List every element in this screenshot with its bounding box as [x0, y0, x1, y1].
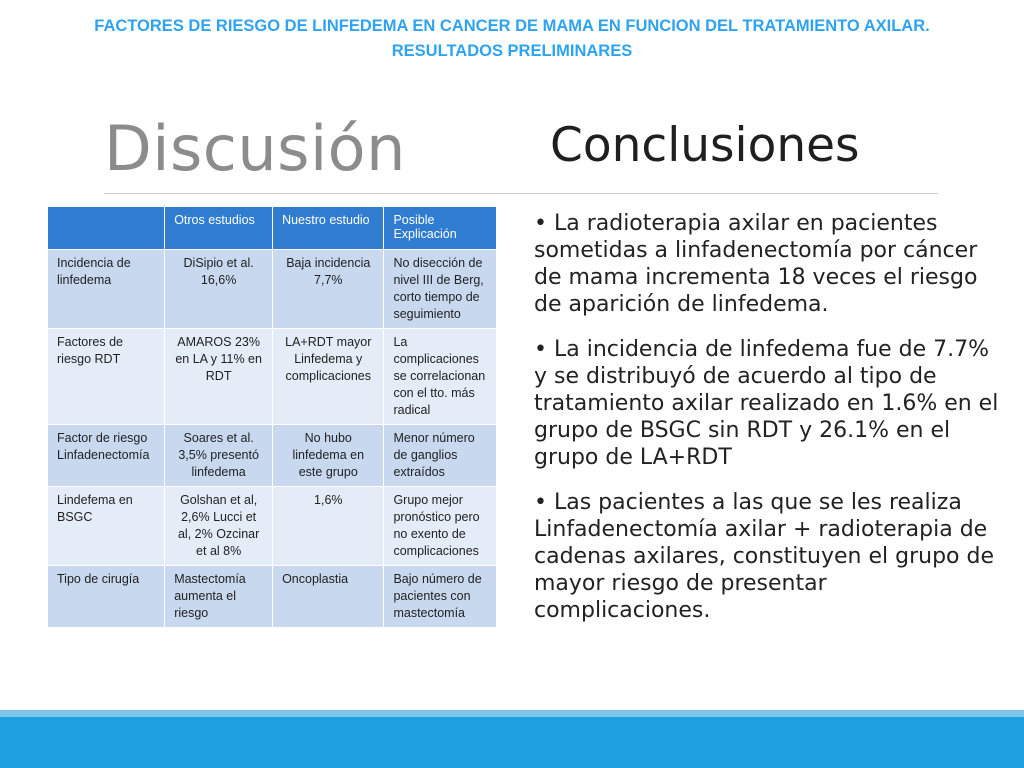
table-row	[48, 250, 496, 328]
table-cell: No hubo linfedema en este grupo	[273, 425, 383, 486]
slide-header	[0, 14, 1024, 64]
table-cell: Golshan et al, 2,6% Lucci et al, 2% Ozcinar et al 8%	[165, 487, 272, 565]
footer-band-light	[0, 710, 1024, 717]
table-cell: Bajo número de pacientes con mastectomía	[384, 566, 496, 627]
table-row	[48, 425, 496, 486]
table-cell: Grupo mejor pronóstico pero no exento de complicaciones	[384, 487, 496, 565]
table-cell: Baja incidencia 7,7%	[273, 250, 383, 328]
table-row	[48, 487, 496, 565]
table-row	[48, 566, 496, 627]
header-line-2: RESULTADOS PRELIMINARES	[391, 42, 633, 60]
title-divider	[104, 193, 938, 194]
conclusion-item: • La incidencia de linfedema fue de 7.7% y se distribuyó de acuerdo al tipo de tratamiento axilar realizado en 1.6% en el grupo de BSGC sin RDT y 26.1% en el grupo de LA+RDT	[534, 337, 999, 470]
table-header-row	[48, 207, 496, 249]
table-cell: Mastectomía aumenta el riesgo	[165, 566, 272, 627]
table-cell: LA+RDT mayor Linfedema y complicaciones	[273, 329, 383, 424]
discussion-title: Discusión	[104, 112, 406, 185]
table-row	[48, 329, 496, 424]
table-header-cell: Nuestro estudio	[273, 207, 383, 249]
table-cell: AMAROS 23% en LA y 11% en RDT	[165, 329, 272, 424]
table-cell: Oncoplastia	[273, 566, 383, 627]
table-cell: DiSipio et al. 16,6%	[165, 250, 272, 328]
table-cell: No disección de nivel III de Berg, corto tiempo de seguimiento	[384, 250, 496, 328]
table-header-cell	[48, 207, 164, 249]
table-cell: Tipo de cirugía	[48, 566, 164, 627]
conclusion-item: • La radioterapia axilar en pacientes sometidas a linfadenectomía por cáncer de mama incrementa 18 veces el riesgo de aparición de linfedema.	[534, 211, 978, 317]
table-cell: La complicaciones se correlacionan con el tto. más radical	[384, 329, 496, 424]
table-cell: Factor de riesgo Linfadenectomía	[48, 425, 164, 486]
discussion-table	[47, 206, 497, 628]
conclusions-list	[534, 210, 1009, 642]
table-cell: Incidencia de linfedema	[48, 250, 164, 328]
table-cell: Lindefema en BSGC	[48, 487, 164, 565]
table-cell: Menor número de ganglios extraídos	[384, 425, 496, 486]
header-line-1: FACTORES DE RIESGO DE LINFEDEMA EN CANCER DE MAMA EN FUNCION DEL TRATAMIENTO AXILAR.	[94, 17, 930, 35]
table-header-cell: Otros estudios	[165, 207, 272, 249]
footer-band	[0, 717, 1024, 768]
table-header-cell: Posible Explicación	[384, 207, 496, 249]
conclusions-title: Conclusiones	[550, 118, 860, 173]
table-cell: 1,6%	[273, 487, 383, 565]
table-cell: Soares et al. 3,5% presentó linfedema	[165, 425, 272, 486]
table-cell: Factores de riesgo RDT	[48, 329, 164, 424]
conclusion-item: • Las pacientes a las que se les realiza Linfadenectomía axilar + radioterapia de cadenas axilares, constituyen el grupo de mayor riesgo de presentar complicaciones.	[534, 490, 994, 623]
